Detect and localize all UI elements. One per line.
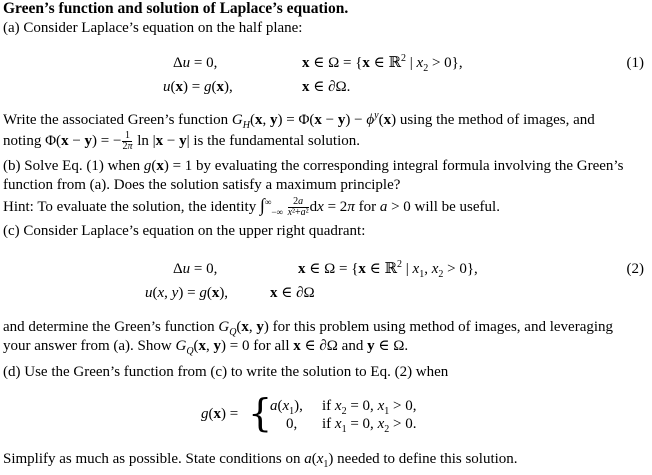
piecewise-case2-condition: if $x_1 = 0$, $x_2 > 0$. — [322, 416, 417, 435]
eq2-line2-lhs: u(x, y) = g(x), — [145, 285, 229, 301]
part-c-task: and determine the Green’s function $G_Q(x$, y) for this problem using method of images, and leveraging — [3, 319, 614, 338]
eq2-line1-rhs: x ∈ Ω = {x ∈ ℝ$^2$ | $x_1$, $x_2 > 0$}, — [298, 259, 478, 280]
eq1-line1-rhs: x ∈ Ω = {x ∈ ℝ$^2$ | $x_2 > 0$}, — [302, 53, 463, 74]
eq2-line1-lhs: Δu = 0, — [173, 261, 218, 277]
piecewise-lhs: g(x) = — [201, 406, 239, 422]
part-c-intro: (c) Consider Laplace’s equation on the upper right quadrant: — [3, 223, 366, 239]
piecewise-brace: { — [248, 391, 273, 435]
part-a-intro: (a) Consider Laplace’s equation on the half plane: — [3, 20, 303, 36]
eq1-line2-rhs: x ∈ ∂Ω. — [302, 79, 351, 95]
part-d-intro: (d) Use the Green’s function from (c) to write the solution to Eq. (2) when — [3, 364, 449, 380]
part-b-hint: Hint: To evaluate the solution, the identity $\int^\infty_{-\infty}$ $\frac{2a}{\text{x²+a²}}$ dx = 2π for a > 0 will be useful. — [3, 195, 500, 219]
part-a-task: Write the associated Green’s function $G_H(x$, $y) = \Phi(x - y) - \phi^y(x)$ using the method of images, and — [3, 110, 595, 131]
part-d-closing: Simplify as much as possible. State conditions on $a(x_1)$ needed to define this solution. — [3, 451, 518, 470]
part-b-line1: (b) Solve Eq. (1) when g(x) = 1 by evaluating the corresponding integral formula involving the Green’s — [3, 158, 624, 174]
eq1-line2-lhs: u(x) = g(x), — [163, 79, 233, 95]
part-c-show: your answer from (a). Show $G_Q(x$, y) = 0 for all x ∈ ∂Ω and y ∈ Ω. — [3, 338, 409, 357]
eq2-number: (2) — [626, 261, 644, 277]
part-a-noting: noting Φ(x − y) = − $\frac{1}{2\pi}$ ln |x − y| is the fundamental solution. — [3, 130, 361, 152]
eq1-line1-lhs: Δu = 0, — [173, 55, 218, 71]
piecewise-case1-condition: if $x_2 = 0$, $x_1 > 0$, — [322, 398, 417, 417]
eq2-line2-rhs: x ∈ ∂Ω — [270, 285, 315, 301]
piecewise-case1-value: $a(x_1)$, — [270, 398, 303, 417]
piecewise-case2-value: 0, — [286, 416, 298, 432]
part-b-line2: function from (a). Does the solution satisfy a maximum principle? — [3, 177, 401, 193]
problem-title: Green’s function and solution of Laplace’s equation. — [3, 0, 349, 17]
eq1-number: (1) — [626, 55, 644, 71]
